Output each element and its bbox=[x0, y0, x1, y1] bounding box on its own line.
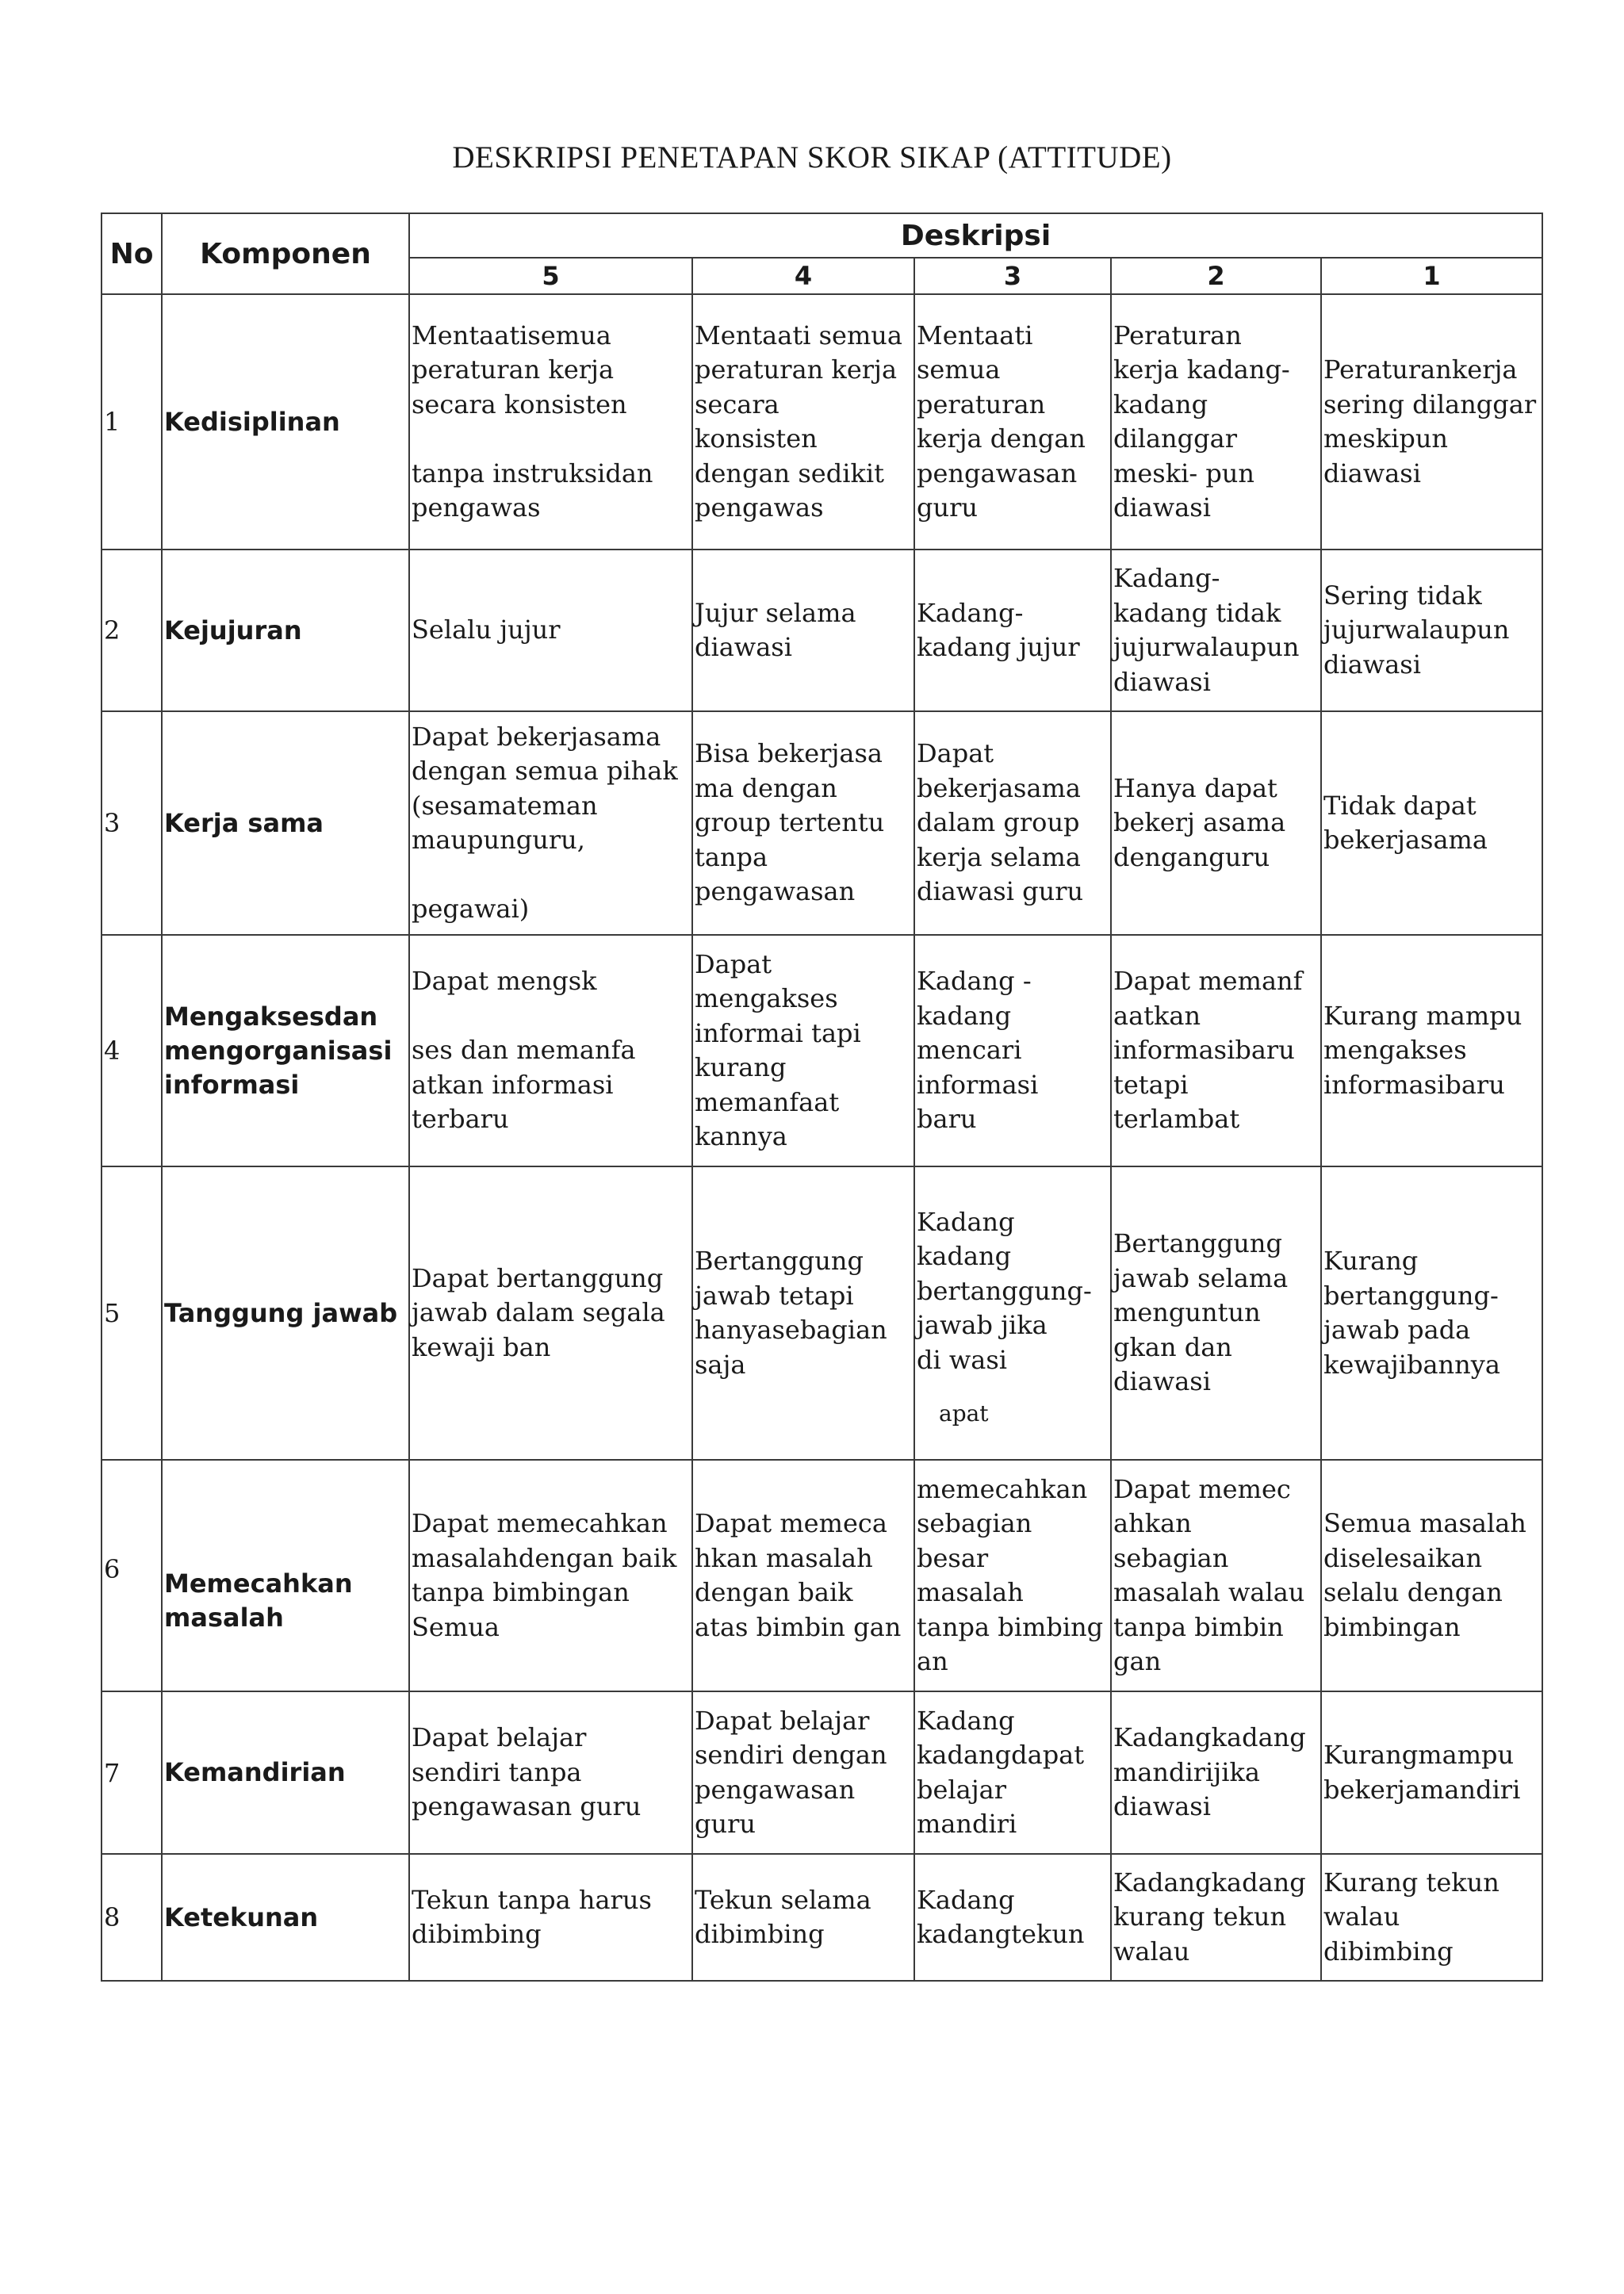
header-score-3: 3 bbox=[914, 258, 1111, 294]
score-2-cell: Dapat memanf aatkan informasibaru tetapi terlambat bbox=[1111, 935, 1321, 1166]
row-number: 3 bbox=[102, 711, 162, 935]
table-row bbox=[102, 550, 1542, 711]
component-name: Mengaksesdan mengorganisasi informasi bbox=[162, 935, 409, 1166]
score-2-cell: Kadangkadang kurang tekun walau bbox=[1111, 1854, 1321, 1981]
score-1-cell: Sering tidak jujurwalaupun diawasi bbox=[1321, 550, 1542, 711]
row-number: 2 bbox=[102, 550, 162, 711]
header-score-2: 2 bbox=[1111, 258, 1321, 294]
header-score-5: 5 bbox=[409, 258, 692, 294]
score-5-cell: Dapat memecahkan masalahdengan baik tanpa bimbingan Semua bbox=[409, 1460, 692, 1691]
score-1-cell: Kurangmampu bekerjamandiri bbox=[1321, 1691, 1542, 1854]
row-number: 6 bbox=[102, 1460, 162, 1691]
component-name: Kedisiplinan bbox=[162, 294, 409, 550]
score-5-cell: Dapat bertanggung jawab dalam segala kewaji ban bbox=[409, 1166, 692, 1460]
component-name: Memecahkan masalah bbox=[162, 1460, 409, 1691]
header-score-4: 4 bbox=[692, 258, 914, 294]
score-4-cell: Tekun selama dibimbing bbox=[692, 1854, 914, 1981]
table-row bbox=[102, 1460, 1542, 1691]
score-1-cell: Kurang tekun walau dibimbing bbox=[1321, 1854, 1542, 1981]
score-3-cell: Dapat bekerjasama dalam group kerja selama diawasi guru bbox=[914, 711, 1111, 935]
score-2-cell: Dapat memec ahkan sebagian masalah walau tanpa bimbin gan bbox=[1111, 1460, 1321, 1691]
component-name: Ketekunan bbox=[162, 1854, 409, 1981]
score-2-cell: Bertanggung jawab selama menguntun gkan dan diawasi bbox=[1111, 1166, 1321, 1460]
score-2-cell: Kadang- kadang tidak jujurwalaupun diawasi bbox=[1111, 550, 1321, 711]
score-2-cell: Kadangkadang mandirijika diawasi bbox=[1111, 1691, 1321, 1854]
row-number: 5 bbox=[102, 1166, 162, 1460]
table-row bbox=[102, 1854, 1542, 1981]
score-5-cell: Tekun tanpa harus dibimbing bbox=[409, 1854, 692, 1981]
score-5-cell: Dapat mengsk ses dan memanfa atkan informasi terbaru bbox=[409, 935, 692, 1166]
score-1-cell: Kurang mampu mengakses informasibaru bbox=[1321, 935, 1542, 1166]
score-3-cell: Mentaati semua peraturan kerja dengan pengawasan guru bbox=[914, 294, 1111, 550]
score-3-cell: Kadang kadangtekun bbox=[914, 1854, 1111, 1981]
table-row bbox=[102, 1691, 1542, 1854]
score-4-cell: Dapat memeca hkan masalah dengan baik atas bimbin gan bbox=[692, 1460, 914, 1691]
score-4-cell: Bertanggung jawab tetapi hanyasebagian saja bbox=[692, 1166, 914, 1460]
score-2-cell: Peraturan kerja kadang- kadang dilanggar meski- pun diawasi bbox=[1111, 294, 1321, 550]
score-3-cell: memecahkan sebagian besar masalah tanpa bimbing an bbox=[914, 1460, 1111, 1691]
component-name: Tanggung jawab bbox=[162, 1166, 409, 1460]
score-1-cell: Tidak dapat bekerjasama bbox=[1321, 711, 1542, 935]
component-name: Kemandirian bbox=[162, 1691, 409, 1854]
row-number: 4 bbox=[102, 935, 162, 1166]
score-4-cell: Dapat mengakses informai tapi kurang memanfaat kannya bbox=[692, 935, 914, 1166]
score-3-note: apat bbox=[939, 1400, 989, 1427]
score-3-cell bbox=[914, 1166, 1111, 1460]
header-row bbox=[102, 213, 1542, 258]
score-table bbox=[101, 213, 1543, 1982]
score-5-cell: Mentaatisemua peraturan kerja secara konsisten tanpa instruksidan pengawas bbox=[409, 294, 692, 550]
table-row bbox=[102, 935, 1542, 1166]
header-deskripsi: Deskripsi bbox=[409, 213, 1542, 258]
score-4-cell: Bisa bekerjasa ma dengan group tertentu tanpa pengawasan bbox=[692, 711, 914, 935]
header-komponen: Komponen bbox=[162, 213, 409, 294]
table-row bbox=[102, 1166, 1542, 1460]
component-name: Kejujuran bbox=[162, 550, 409, 711]
component-name: Kerja sama bbox=[162, 711, 409, 935]
score-5-cell: Selalu jujur bbox=[409, 550, 692, 711]
table-row bbox=[102, 294, 1542, 550]
score-3-text: Kadang kadang bertanggung- jawab jika di wasi bbox=[917, 1206, 1092, 1375]
page-title: DESKRIPSI PENETAPAN SKOR SIKAP (ATTITUDE) bbox=[452, 140, 1172, 174]
score-3-cell: Kadang kadangdapat belajar mandiri bbox=[914, 1691, 1111, 1854]
score-4-cell: Dapat belajar sendiri dengan pengawasan guru bbox=[692, 1691, 914, 1854]
row-number: 8 bbox=[102, 1854, 162, 1981]
score-1-cell: Semua masalah diselesaikan selalu dengan bimbingan bbox=[1321, 1460, 1542, 1691]
score-5-cell: Dapat bekerjasama dengan semua pihak (sesamateman maupunguru, pegawai) bbox=[409, 711, 692, 935]
score-3-cell: Kadang - kadang mencari informasi baru bbox=[914, 935, 1111, 1166]
score-1-cell: Peraturankerja sering dilanggar meskipun diawasi bbox=[1321, 294, 1542, 550]
table-row bbox=[102, 711, 1542, 935]
score-1-cell: Kurang bertanggung- jawab pada kewajibannya bbox=[1321, 1166, 1542, 1460]
row-number: 1 bbox=[102, 294, 162, 550]
score-5-cell: Dapat belajar sendiri tanpa pengawasan guru bbox=[409, 1691, 692, 1854]
row-number: 7 bbox=[102, 1691, 162, 1854]
header-no: No bbox=[102, 213, 162, 294]
header-score-1: 1 bbox=[1321, 258, 1542, 294]
score-4-cell: Mentaati semua peraturan kerja secara konsisten dengan sedikit pengawas bbox=[692, 294, 914, 550]
score-4-cell: Jujur selama diawasi bbox=[692, 550, 914, 711]
score-3-cell: Kadang- kadang jujur bbox=[914, 550, 1111, 711]
score-2-cell: Hanya dapat bekerj asama denganguru bbox=[1111, 711, 1321, 935]
